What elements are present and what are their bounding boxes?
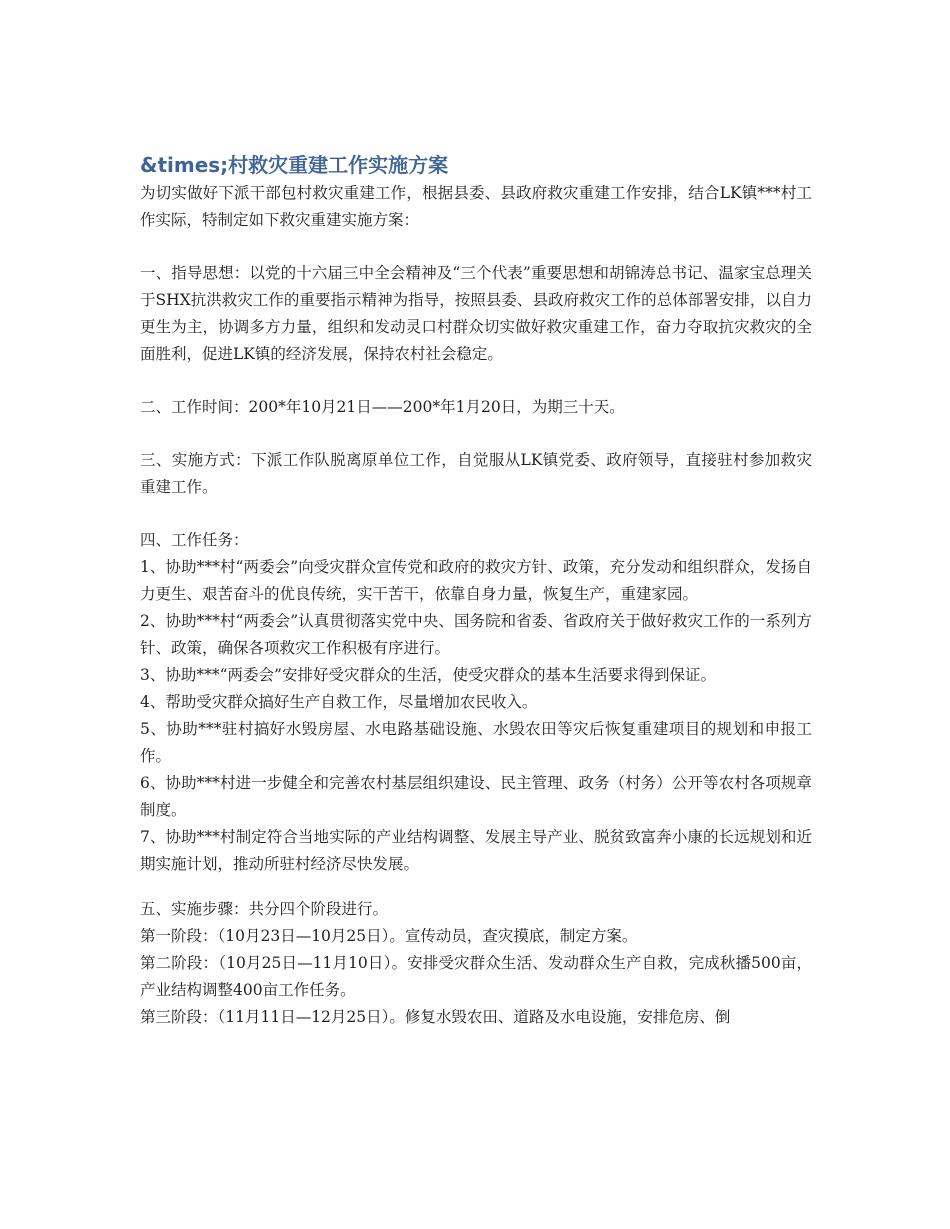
section-implementation-method: 三、实施方式：下派工作队脱离原单位工作，自觉服从LK镇党委、政府领导，直接驻村参加救灾重建工作。 <box>140 451 812 496</box>
task-item: 3、协助***“两委会”安排好受灾群众的生活，使受灾群众的基本生活要求得到保证。 <box>140 666 716 684</box>
spacer <box>140 421 812 447</box>
spacer <box>140 368 812 394</box>
intro-paragraph: 为切实做好下派干部包村救灾重建工作，根据县委、县政府救灾重建工作安排，结合LK镇***村工作实际，特制定如下救灾重建实施方案： <box>140 184 812 229</box>
task-item: 1、协助***村“两委会”向受灾群众宣传党和政府的救灾方针、政策，充分发动和组织群众，发扬自力更生、艰苦奋斗的优良传统，实干苦干，依靠自身力量，恢复生产，重建家园。 <box>140 558 812 603</box>
spacer <box>140 878 812 896</box>
spacer <box>140 234 812 260</box>
task-item: 6、协助***村进一步健全和完善农村基层组织建设、民主管理、政务（村务）公开等农村各项规章制度。 <box>140 774 812 819</box>
stage-item: 第二阶段：（10月25日—11月10日）。安排受灾群众生活、发动群众生产自救，完成秋播500亩，产业结构调整400亩工作任务。 <box>140 954 812 999</box>
section-work-tasks-heading: 四、工作任务： <box>140 531 249 549</box>
stage-item: 第三阶段：（11月11日—12月25日）。修复水毁农田、道路及水电设施，安排危房、倒 <box>140 1008 731 1026</box>
document-title: &times;村救灾重建工作实施方案 <box>140 153 449 177</box>
task-item: 5、协助***驻村搞好水毁房屋、水电路基础设施、水毁农田等灾后恢复重建项目的规划和申报工作。 <box>140 720 812 765</box>
stage-item: 第一阶段：（10月23日—10月25日）。宣传动员，查灾摸底，制定方案。 <box>140 927 638 945</box>
document-page <box>140 150 812 1031</box>
section-work-time: 二、工作时间：200*年10月21日——200*年1月20日，为期三十天。 <box>140 398 625 416</box>
task-item: 4、帮助受灾群众搞好生产自救工作，尽量增加农民收入。 <box>140 693 538 711</box>
task-item: 7、协助***村制定符合当地实际的产业结构调整、发展主导产业、脱贫致富奔小康的长远规划和近期实施计划，推动所驻村经济尽快发展。 <box>140 828 812 873</box>
section-steps-heading: 五、实施步骤：共分四个阶段进行。 <box>140 900 389 918</box>
section-guiding-ideology: 一、指导思想：以党的十六届三中全会精神及“三个代表”重要思想和胡锦涛总书记、温家宝总理关于SHX抗洪救灾工作的重要指示精神为指导，按照县委、县政府救灾工作的总体部署安排，以自力更生为主，协调多方力量，组织和发动灵口村群众切实做好救灾重建工作，奋力夺取抗灾救灾的全面胜利，促进LK镇的经济发展，保持农村社会稳定。 <box>140 264 812 363</box>
spacer <box>140 501 812 527</box>
task-item: 2、协助***村“两委会”认真贯彻落实党中央、国务院和省委、省政府关于做好救灾工作的一系列方针、政策，确保各项救灾工作积极有序进行。 <box>140 612 812 657</box>
